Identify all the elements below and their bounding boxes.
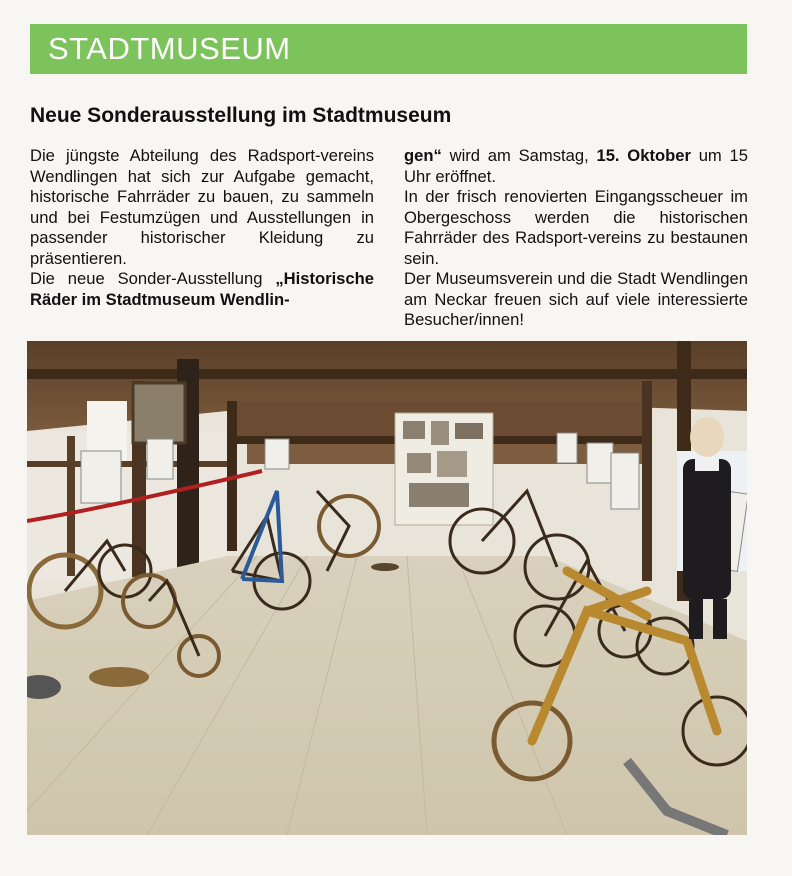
opening-time: um 15 Uhr eröffnet. — [404, 146, 748, 186]
section-banner — [30, 24, 747, 74]
article-headline: Neue Sonderausstellung im Stadtmuseum — [30, 104, 452, 127]
paragraph-opening — [404, 146, 748, 187]
opening-text: wird am Samstag, — [441, 146, 597, 165]
exhibition-title-part2: gen“ — [404, 146, 442, 165]
exhibition-photo — [27, 341, 747, 835]
paragraph-location: In der frisch renovierten Eingangsscheuer im Obergeschoss werden die historischen Fahrräder des Radsport-vereins zu bestaunen sein. — [404, 187, 748, 268]
opening-date: 15. Oktober — [596, 146, 691, 165]
paragraph-closing: Der Museumsverein und die Stadt Wendlingen am Neckar freuen sich auf viele interessierte Besucher/innen! — [404, 269, 748, 329]
paragraph-intro: Die jüngste Abteilung des Radsport-vereins Wendlingen hat sich zur Aufgabe gemacht, historische Fahrräder zu bauen, zu sammeln und bei Festumzügen und Ausstellungen in passender historischer Kleidung zu präsentieren. — [30, 146, 374, 268]
article-column-left — [30, 146, 374, 310]
exhibition-title-part1: „Historische Räder im Stadtmuseum Wendlin- — [30, 269, 374, 309]
exhibition-intro-text: Die neue Sonder-Ausstellung — [30, 269, 276, 288]
article-column-right — [404, 146, 748, 331]
section-title: STADTMUSEUM — [48, 31, 291, 66]
paragraph-exhibition — [30, 269, 374, 310]
exhibition-photo-illustration — [27, 341, 747, 835]
